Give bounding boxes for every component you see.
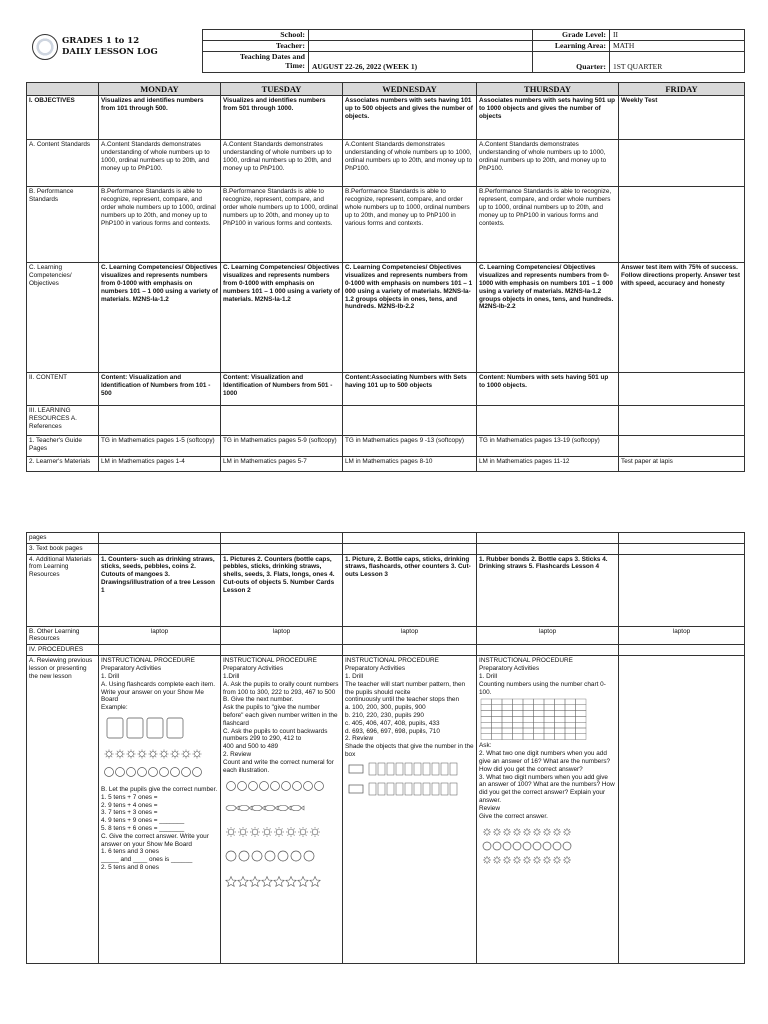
cell-monday: laptop (99, 626, 221, 645)
cell-tuesday (221, 533, 343, 544)
procedure-line: 1. Drill (345, 672, 364, 680)
procedure-line: 1. Drill (101, 672, 120, 680)
cell-thursday: C. Learning Competencies/ Objectives visualizes and represents numbers from 0-1000 with emphasis on numbers 101 – 1 000 using a variety of materials. M2NS-Ia-1.2 groups objects in ones, tens, and hundreds. M2NS-Ib-2.2 (477, 263, 619, 373)
flashcard-illustration-icon (101, 714, 211, 784)
cell-tuesday (221, 406, 343, 436)
procedure-line: 2. 5 tens and 8 ones (101, 864, 159, 872)
cell-monday: LM in Mathematics pages 1-4 (99, 457, 221, 472)
logo-line-2: DAILY LESSON LOG (62, 47, 158, 57)
procedure-line: c. 405, 406, 407, 408, pupils, 433 (345, 719, 440, 727)
procedure-line: A. Ask the pupils to orally count numbers from 100 to 300, 222 to 293, 467 to 500 (223, 680, 339, 696)
rows1-row (27, 436, 745, 457)
cell-monday: C. Learning Competencies/ Objectives visualizes and represents numbers from 0-1000 with emphasis on numbers 101 – 1 000 using a variety of materials. M2NS-Ia-1.2 (99, 263, 221, 373)
procedure-line: Preparatory Activities (479, 665, 540, 673)
procedure-line: C. Ask the pupils to count backwards numbers 299 to 290, 412 to (223, 727, 328, 743)
corner-cell (27, 83, 99, 96)
day-header-row (27, 83, 745, 96)
procedure-line: INSTRUCTIONAL PROCEDURE (223, 657, 317, 665)
cell-tuesday: C. Learning Competencies/ Objectives visualizes and represents numbers from 0-1000 with emphasis on numbers 101 – 1 000 using a variety of materials. M2NS-Ia-1.2 (221, 263, 343, 373)
cell-tuesday: A.Content Standards demonstrates understanding of whole numbers up to 1000, ordinal numbers up to 20th, and money up to PhP100. (221, 140, 343, 187)
procedure-monday (99, 656, 221, 964)
procedure-tuesday (221, 656, 343, 964)
row-label: B. Other Learning Resources (27, 626, 99, 645)
procedure-line: b. 210, 220, 230, pupils 290 (345, 711, 424, 719)
row-label: 1. Teacher's Guide Pages (27, 436, 99, 457)
header-info-table (202, 29, 745, 73)
procedure-line: Review (479, 804, 500, 812)
cell-thursday: A.Content Standards demonstrates understanding of whole numbers up to 1000, ordinal numbers up to 20th, and money up to PhP100. (477, 140, 619, 187)
day-header-monday: MONDAY (99, 83, 221, 96)
procedure-line: 3. 7 tens + 3 ones = (101, 809, 158, 817)
cell-wednesday: Content:Associating Numbers with Sets having 101 up to 500 objects (343, 373, 477, 406)
cell-friday (619, 373, 745, 406)
cell-tuesday: B.Performance Standards is able to recognize, represent, compare, and order whole numbers up to 1000, ordinal numbers up to 20th, and money up to PhP100 in various forms and contexts. (221, 187, 343, 263)
row-label: B. Performance Standards (27, 187, 99, 263)
learning-area-value: MATH (610, 41, 745, 52)
teacher-value (309, 41, 533, 52)
row-label: 3. Text book pages (27, 543, 99, 554)
cell-thursday (477, 543, 619, 554)
teacher-label: Teacher: (203, 41, 309, 52)
rows2-row (27, 645, 745, 656)
cell-thursday: Associates numbers with sets having 501 up to 1000 objects and gives the number of objects (477, 96, 619, 140)
teaching-dates-value: AUGUST 22-26, 2022 (WEEK 1) (309, 52, 533, 73)
procedure-line: INSTRUCTIONAL PROCEDURE (101, 657, 195, 665)
row-label: IV. PROCEDURES (27, 645, 99, 656)
teaching-dates-label-line2: Time: (285, 61, 305, 70)
procedure-line: Preparatory Activities (345, 665, 406, 673)
procedure-line: 5. 8 tens + 6 ones = _______ (101, 825, 185, 832)
cell-monday (99, 543, 221, 554)
procedure-line: INSTRUCTIONAL PROCEDURE (345, 657, 439, 665)
procedure-friday (619, 656, 745, 964)
cell-tuesday: Content: Visualization and Identification of Numbers from 501 - 1000 (221, 373, 343, 406)
cell-friday (619, 436, 745, 457)
cell-friday (619, 140, 745, 187)
cell-monday (99, 406, 221, 436)
cell-tuesday: TG in Mathematics pages 5-9 (softcopy) (221, 436, 343, 457)
cell-friday: laptop (619, 626, 745, 645)
procedure-line: 1. 5 tens + 7 ones = (101, 793, 158, 801)
procedure-line: 2. What two one digit numbers when you add give an answer of 16? What are the numbers? How did you get the correct answer? (479, 750, 611, 773)
procedure-line: 2. Review (223, 751, 252, 758)
procedure-wednesday (343, 656, 477, 964)
cell-friday: Answer test item with 75% of success. Follow directions properly. Answer test with speed, accuracy and honesty (619, 263, 745, 373)
lesson-table-1 (26, 82, 745, 472)
cell-wednesday (343, 645, 477, 656)
cell-thursday (477, 645, 619, 656)
cell-thursday: TG in Mathematics pages 13-19 (softcopy) (477, 436, 619, 457)
cell-monday: A.Content Standards demonstrates understanding of whole numbers up to 1000, ordinal numbers up to 20th, and money up to PhP100. (99, 140, 221, 187)
procedure-line: _____ and ____ ones is ______ (101, 856, 193, 864)
cell-thursday (477, 406, 619, 436)
grade-level-label: Grade Level: (533, 30, 610, 41)
day-header-friday: FRIDAY (619, 83, 745, 96)
lesson-table-2 (26, 532, 745, 964)
school-value (309, 30, 533, 41)
procedure-line: Give the correct answer. (479, 812, 548, 820)
row-label: A. Content Standards (27, 140, 99, 187)
procedure-line: continuously until the teacher stops then (345, 696, 460, 704)
quarter-value: 1ST QUARTER (610, 52, 745, 73)
row-label: III. LEARNING RESOURCES A. References (27, 406, 99, 436)
cell-wednesday: B.Performance Standards is able to recognize, represent, compare, and order whole numbers up to 1000, ordinal numbers up to 20th, and money up to PhP100 in various forms and contexts. (343, 187, 477, 263)
teaching-dates-label-line1: Teaching Dates and (239, 52, 305, 61)
cell-thursday: Content: Numbers with sets having 501 up to 1000 objects. (477, 373, 619, 406)
procedure-line: Count and write the correct numeral for each illustration. (223, 758, 334, 774)
row-label: 2. Learner's Materials (27, 457, 99, 472)
cell-wednesday: 1. Picture, 2. Bottle caps, sticks, drinking straws, flashcards, other counters 3. Cut-outs Lesson 3 (343, 554, 477, 626)
grade-level-value: II (610, 30, 745, 41)
lesson-table-part2 (26, 532, 744, 964)
procedure-line: Preparatory Activities (101, 665, 162, 673)
cell-thursday: 1. Rubber bonds 2. Bottle caps 3. Sticks 4. Drinking straws 5. Flashcards Lesson 4 (477, 554, 619, 626)
row-label: C. Learning Competencies/ Objectives (27, 263, 99, 373)
cell-thursday: laptop (477, 626, 619, 645)
cell-tuesday: laptop (221, 626, 343, 645)
rows2-row (27, 554, 745, 626)
rows1-row (27, 406, 745, 436)
lesson-log-header (26, 29, 744, 75)
procedure-line: A. Using flashcards complete each item. Write your answer on your Show Me Board (101, 680, 216, 704)
procedure-line: a. 100, 200, 300, pupils, 900 (345, 704, 426, 712)
deped-seal-icon (32, 34, 58, 60)
cell-tuesday: LM in Mathematics pages 5-7 (221, 457, 343, 472)
procedure-line: INSTRUCTIONAL PROCEDURE (479, 657, 573, 665)
rows2-row (27, 533, 745, 544)
procedure-thursday (477, 656, 619, 964)
cell-friday (619, 187, 745, 263)
rows1-row (27, 187, 745, 263)
cell-wednesday (343, 533, 477, 544)
cell-thursday: LM in Mathematics pages 11-12 (477, 457, 619, 472)
shade-objects-illustration-icon (345, 761, 465, 801)
procedure-line: Ask the pupils to "give the number before" each given number written in the flashcard (223, 704, 338, 727)
count-objects-illustration-icon (479, 822, 589, 872)
cell-monday (99, 645, 221, 656)
cell-friday: Weekly Test (619, 96, 745, 140)
procedure-line: 1.Drill (223, 672, 240, 680)
procedure-line: d. 693, 696, 697, 698, pupils, 710 (345, 727, 440, 735)
rows1-row (27, 140, 745, 187)
row-label: pages (27, 533, 99, 544)
logo-line-1: GRADES 1 to 12 (62, 36, 140, 46)
teaching-dates-label (203, 52, 309, 73)
cell-monday: B.Performance Standards is able to recognize, represent, compare, and order whole numbers up to 1000, ordinal numbers up to 20th, and money up to PhP100 in various forms and contexts. (99, 187, 221, 263)
procedure-line: Preparatory Activities (223, 665, 284, 673)
number-chart-0-100-icon (479, 698, 589, 740)
day-header-thursday: THURSDAY (477, 83, 619, 96)
day-header-tuesday: TUESDAY (221, 83, 343, 96)
cell-monday: Visualizes and identifies numbers from 101 through 500. (99, 96, 221, 140)
day-header-wednesday: WEDNESDAY (343, 83, 477, 96)
cell-wednesday: TG in Mathematics pages 9 -13 (softcopy) (343, 436, 477, 457)
procedure-line: The teacher will start number pattern, then the pupils should recite (345, 680, 466, 696)
procedure-line: Shade the objects that give the number in the box (345, 743, 474, 758)
cell-friday (619, 543, 745, 554)
cell-monday: 1. Counters- such as drinking straws, sticks, seeds, pebbles, coins 2. Cutouts of mangoes 3. Drawings/illustration of a tree Lesson 1 (99, 554, 221, 626)
cell-thursday (477, 533, 619, 544)
procedure-line: 1. Drill (479, 672, 498, 680)
procedure-line: C. Give the correct answer. Write your answer on your Show Me Board (101, 832, 209, 848)
cell-wednesday: A.Content Standards demonstrates understanding of whole numbers up to 1000, ordinal numbers up to 20th, and money up to PhP100. (343, 140, 477, 187)
rows2-row (27, 543, 745, 554)
procedure-line: 3. What two digit numbers when you add give an answer of 100? What are the numbers? How did you get the correct answer? Explain your answer. (479, 773, 615, 804)
cell-friday (619, 554, 745, 626)
count-illustration-icon (223, 776, 333, 906)
cell-wednesday (343, 543, 477, 554)
procedure-line: 1. 6 tens and 3 ones (101, 848, 159, 856)
cell-tuesday: Visualizes and identifies numbers from 501 through 1000. (221, 96, 343, 140)
procedure-line: B. Let the pupils give the correct number. (101, 785, 218, 793)
row-label: I. OBJECTIVES (27, 96, 99, 140)
cell-tuesday: 1. Pictures 2. Counters (bottle caps, pebbles, sticks, drinking straws, shells, seeds, 3. Flats, longs, ones 4. Cut-outs of objects 5. Number Cards Lesson 2 (221, 554, 343, 626)
procedure-row-a (27, 656, 745, 964)
cell-wednesday: C. Learning Competencies/ Objectives visualizes and represents numbers from 0-1000 with emphasis on numbers 101 – 1 000 using a variety of materials. M2NS-Ia-1.2 groups objects in ones, tens, and hundreds. M2NS-Ib-2.2 (343, 263, 477, 373)
procedure-line: Example: (101, 704, 128, 712)
cell-wednesday: Associates numbers with sets having 101 up to 500 objects and gives the number of objects. (343, 96, 477, 140)
procedure-line: 400 and 500 to 489 (223, 743, 279, 751)
cell-monday: TG in Mathematics pages 1-5 (softcopy) (99, 436, 221, 457)
cell-friday (619, 406, 745, 436)
rows2-row (27, 626, 745, 645)
rows1-row (27, 96, 745, 140)
procedure-line: Ask: (479, 742, 492, 750)
lesson-table-part1 (26, 82, 744, 472)
row-label: II. CONTENT (27, 373, 99, 406)
rows1-row (27, 373, 745, 406)
school-label: School: (203, 30, 309, 41)
procedure-line: 2. 9 tens + 4 ones = (101, 801, 158, 809)
cell-tuesday (221, 645, 343, 656)
quarter-label: Quarter: (533, 52, 610, 73)
procedure-line: B. Give the next number. (223, 696, 294, 704)
cell-wednesday: LM in Mathematics pages 8-10 (343, 457, 477, 472)
procedure-line: Counting numbers using the number chart 0-100. (479, 680, 606, 696)
procedure-line: 2. Review (345, 735, 374, 743)
row-label: 4. Additional Materials from Learning Resources (27, 554, 99, 626)
cell-friday (619, 645, 745, 656)
rows1-row (27, 263, 745, 373)
cell-tuesday (221, 543, 343, 554)
rows1-row (27, 457, 745, 472)
cell-monday (99, 533, 221, 544)
logo-title (62, 36, 158, 58)
cell-wednesday (343, 406, 477, 436)
cell-friday: Test paper at lapis (619, 457, 745, 472)
procedure-label: A. Reviewing previous lesson or presenting the new lesson (27, 656, 99, 964)
procedure-line: 4. 9 tens + 9 ones = _______ (101, 817, 185, 825)
cell-wednesday: laptop (343, 626, 477, 645)
cell-friday (619, 533, 745, 544)
cell-monday: Content: Visualization and Identification of Numbers from 101 - 500 (99, 373, 221, 406)
learning-area-label: Learning Area: (533, 41, 610, 52)
cell-thursday: B.Performance Standards is able to recognize, represent, compare, and order whole numbers up to 1000, ordinal numbers up to 20th, and money up to PhP100 in various forms and contexts. (477, 187, 619, 263)
